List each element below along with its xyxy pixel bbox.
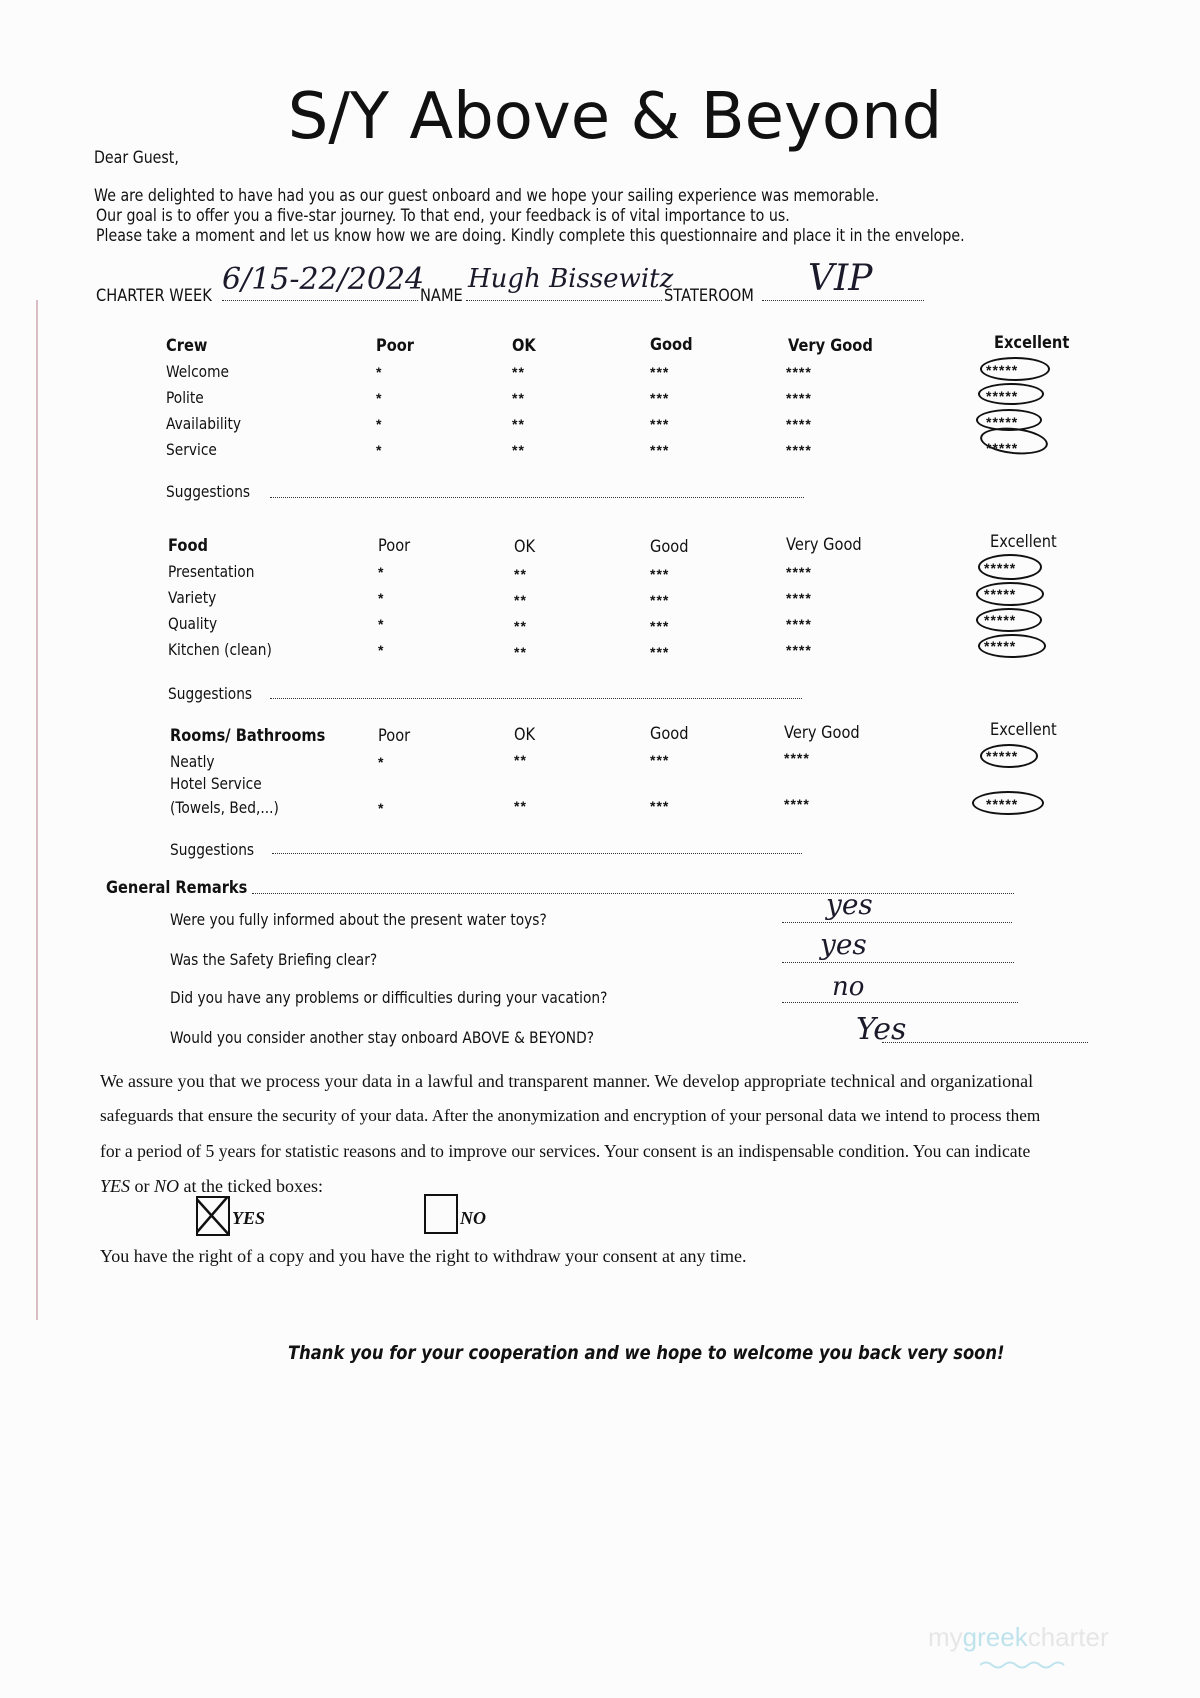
crew-item-service: Service — [166, 440, 217, 459]
star-rating-option[interactable]: ** — [514, 644, 527, 660]
selection-circle — [980, 744, 1038, 768]
selection-circle — [976, 608, 1042, 632]
privacy-line-3: for a period of 5 years for statistic reasons and to improve our services. Your consent is an indispensable condition. You can indicate — [100, 1141, 1031, 1161]
watermark-logo — [928, 1622, 1109, 1653]
crew-item-welcome: Welcome — [166, 362, 229, 381]
selection-circle — [978, 554, 1042, 580]
star-rating-option[interactable]: ***** — [986, 414, 1019, 430]
watermark-my: my — [928, 1622, 963, 1652]
food-item-presentation: Presentation — [168, 562, 255, 581]
star-rating-option[interactable]: **** — [786, 590, 812, 606]
star-rating-option[interactable]: * — [376, 390, 383, 406]
star-rating-option[interactable]: ***** — [986, 440, 1019, 456]
privacy-ticked-text: at the ticked boxes: — [183, 1176, 323, 1196]
star-rating-option[interactable]: ***** — [984, 586, 1017, 602]
crew-item-availability: Availability — [166, 414, 242, 433]
star-rating-option[interactable]: * — [376, 364, 383, 380]
stateroom-line — [762, 300, 924, 301]
star-rating-option[interactable]: ** — [514, 592, 527, 608]
star-rating-option[interactable]: * — [378, 642, 385, 658]
selection-circle — [978, 634, 1046, 658]
page-title: S/Y Above & Beyond — [287, 80, 943, 154]
star-rating-option[interactable]: * — [378, 800, 385, 816]
section-title-food: Food — [168, 536, 208, 556]
question-water-toys: Were you fully informed about the present water toys? — [170, 910, 547, 929]
rooms-item-towels-bed: (Towels, Bed,...) — [170, 798, 279, 817]
answer-line — [782, 962, 1014, 963]
section-title-rooms: Rooms/ Bathrooms — [170, 726, 326, 746]
star-rating-option[interactable]: * — [378, 564, 385, 580]
selection-circle — [972, 791, 1044, 815]
star-rating-option[interactable]: *** — [650, 364, 670, 380]
selection-circle — [978, 383, 1044, 405]
rooms-item-neatly: Neatly — [170, 752, 215, 771]
name-line — [466, 300, 662, 301]
star-rating-option[interactable]: *** — [650, 798, 670, 814]
star-rating-option[interactable]: **** — [786, 442, 812, 458]
col-excellent: Excellent — [990, 532, 1057, 552]
star-rating-option[interactable]: ** — [512, 390, 525, 406]
star-rating-option[interactable]: *** — [650, 390, 670, 406]
star-rating-option[interactable]: ***** — [984, 612, 1017, 628]
star-rating-option[interactable]: * — [378, 754, 385, 770]
star-rating-option[interactable]: *** — [650, 416, 670, 432]
food-suggestions-label: Suggestions — [168, 684, 253, 703]
star-rating-option[interactable]: **** — [784, 750, 810, 766]
col-good: Good — [650, 537, 689, 557]
closing-message: Thank you for your cooperation and we hope to welcome you back very soon! — [288, 1342, 1005, 1364]
general-remarks-field[interactable] — [252, 893, 1014, 894]
intro-line-3: Please take a moment and let us know how we are doing. Kindly complete this questionnaire and place it in the envelope. — [96, 226, 965, 245]
star-rating-option[interactable]: * — [376, 416, 383, 432]
consent-no-checkbox[interactable] — [424, 1194, 458, 1234]
consent-no-label: NO — [460, 1208, 486, 1228]
col-ok: OK — [512, 336, 536, 356]
star-rating-option[interactable]: **** — [786, 564, 812, 580]
star-rating-option[interactable]: ***** — [986, 388, 1019, 404]
star-rating-option[interactable]: *** — [650, 566, 670, 582]
star-rating-option[interactable]: ***** — [986, 796, 1019, 812]
intro-line-1: We are delighted to have had you as our guest onboard and we hope your sailing experience was memorable. — [94, 186, 880, 205]
charter-week-label: CHARTER WEEK — [96, 286, 212, 306]
greeting: Dear Guest, — [94, 148, 179, 167]
col-poor: Poor — [376, 336, 415, 356]
star-rating-option[interactable]: * — [378, 590, 385, 606]
answer-water-toys[interactable]: yes — [826, 888, 873, 921]
crew-suggestions-field[interactable] — [270, 497, 804, 498]
star-rating-option[interactable]: ** — [514, 752, 527, 768]
star-rating-option[interactable]: ** — [512, 442, 525, 458]
star-rating-option[interactable]: ** — [512, 416, 525, 432]
charter-week-line — [222, 300, 418, 301]
col-good: Good — [650, 335, 693, 355]
privacy-rights: You have the right of a copy and you have the right to withdraw your consent at any time. — [100, 1246, 747, 1266]
watermark-wave-icon — [980, 1660, 1070, 1670]
star-rating-option[interactable]: **** — [786, 390, 812, 406]
selection-circle — [980, 357, 1050, 381]
crew-suggestions-label: Suggestions — [166, 482, 251, 501]
consent-yes-checkbox[interactable] — [196, 1196, 230, 1236]
section-title-crew: Crew — [166, 336, 208, 356]
charter-week-value[interactable]: 6/15-22/2024 — [222, 262, 425, 297]
privacy-line-4 — [100, 1176, 323, 1197]
question-another-stay: Would you consider another stay onboard ABOVE & BEYOND? — [170, 1028, 594, 1047]
check-x-icon — [198, 1198, 228, 1234]
food-item-kitchen: Kitchen (clean) — [168, 640, 272, 659]
star-rating-option[interactable]: ***** — [984, 560, 1017, 576]
privacy-or-word: or — [134, 1176, 150, 1196]
name-value[interactable]: Hugh Bissewitz — [468, 264, 674, 294]
food-suggestions-field[interactable] — [270, 698, 802, 699]
rooms-item-hotel-service: Hotel Service — [170, 774, 262, 793]
star-rating-option[interactable]: ** — [514, 618, 527, 634]
star-rating-option[interactable]: *** — [650, 592, 670, 608]
stateroom-value[interactable]: VIP — [808, 258, 873, 299]
col-poor: Poor — [378, 536, 411, 556]
food-item-quality: Quality — [168, 614, 218, 633]
star-rating-option[interactable]: * — [376, 442, 383, 458]
col-ok: OK — [514, 725, 536, 745]
crew-item-polite: Polite — [166, 388, 204, 407]
star-rating-option[interactable]: ***** — [984, 638, 1017, 654]
general-remarks-label: General Remarks — [106, 878, 248, 898]
star-rating-option[interactable]: *** — [650, 752, 670, 768]
selection-circle — [976, 582, 1044, 606]
star-rating-option[interactable]: *** — [650, 442, 670, 458]
col-poor: Poor — [378, 726, 411, 746]
star-rating-option[interactable]: *** — [650, 618, 670, 634]
star-rating-option[interactable]: **** — [784, 796, 810, 812]
stateroom-label: STATEROOM — [664, 286, 754, 306]
col-very-good: Very Good — [784, 723, 860, 743]
col-excellent: Excellent — [990, 720, 1057, 740]
watermark-charter: charter — [1027, 1622, 1109, 1652]
star-rating-option[interactable]: ***** — [986, 748, 1019, 764]
watermark-greek: greek — [962, 1622, 1028, 1652]
consent-yes-label: YES — [232, 1208, 266, 1228]
col-very-good: Very Good — [786, 535, 862, 555]
privacy-no-word: NO — [154, 1176, 180, 1196]
answer-line — [782, 1002, 1018, 1003]
col-very-good: Very Good — [788, 336, 873, 356]
answer-safety-briefing[interactable]: yes — [820, 928, 867, 961]
question-safety-briefing: Was the Safety Briefing clear? — [170, 950, 378, 969]
privacy-line-2: safeguards that ensure the security of your data. After the anonymization and encryption of your personal data we intend to process them — [100, 1106, 1041, 1125]
col-excellent: Excellent — [994, 333, 1070, 353]
star-rating-option[interactable]: **** — [786, 642, 812, 658]
privacy-yes-word: YES — [100, 1176, 131, 1196]
answer-line — [782, 922, 1012, 923]
answer-problems[interactable]: no — [832, 972, 865, 1002]
food-item-variety: Variety — [168, 588, 217, 607]
question-problems: Did you have any problems or difficulties during your vacation? — [170, 988, 608, 1007]
star-rating-option[interactable]: ** — [512, 364, 525, 380]
star-rating-option[interactable]: ***** — [986, 362, 1019, 378]
star-rating-option[interactable]: **** — [786, 416, 812, 432]
answer-line — [882, 1042, 1088, 1043]
rooms-suggestions-label: Suggestions — [170, 840, 255, 859]
star-rating-option[interactable]: **** — [786, 364, 812, 380]
star-rating-option[interactable]: *** — [650, 644, 670, 660]
star-rating-option[interactable]: ** — [514, 566, 527, 582]
page-margin-line — [36, 300, 38, 1320]
star-rating-option[interactable]: **** — [786, 616, 812, 632]
name-label: NAME — [420, 286, 463, 306]
col-good: Good — [650, 724, 689, 744]
star-rating-option[interactable]: ** — [514, 798, 527, 814]
rooms-suggestions-field[interactable] — [272, 853, 802, 854]
intro-line-2: Our goal is to offer you a five-star journey. To that end, your feedback is of vital importance to us. — [96, 206, 790, 225]
answer-another-stay[interactable]: Yes — [856, 1012, 907, 1047]
col-ok: OK — [514, 537, 536, 557]
privacy-line-1: We assure you that we process your data in a lawful and transparent manner. We develop appropriate technical and organizational — [100, 1071, 1034, 1091]
star-rating-option[interactable]: * — [378, 616, 385, 632]
